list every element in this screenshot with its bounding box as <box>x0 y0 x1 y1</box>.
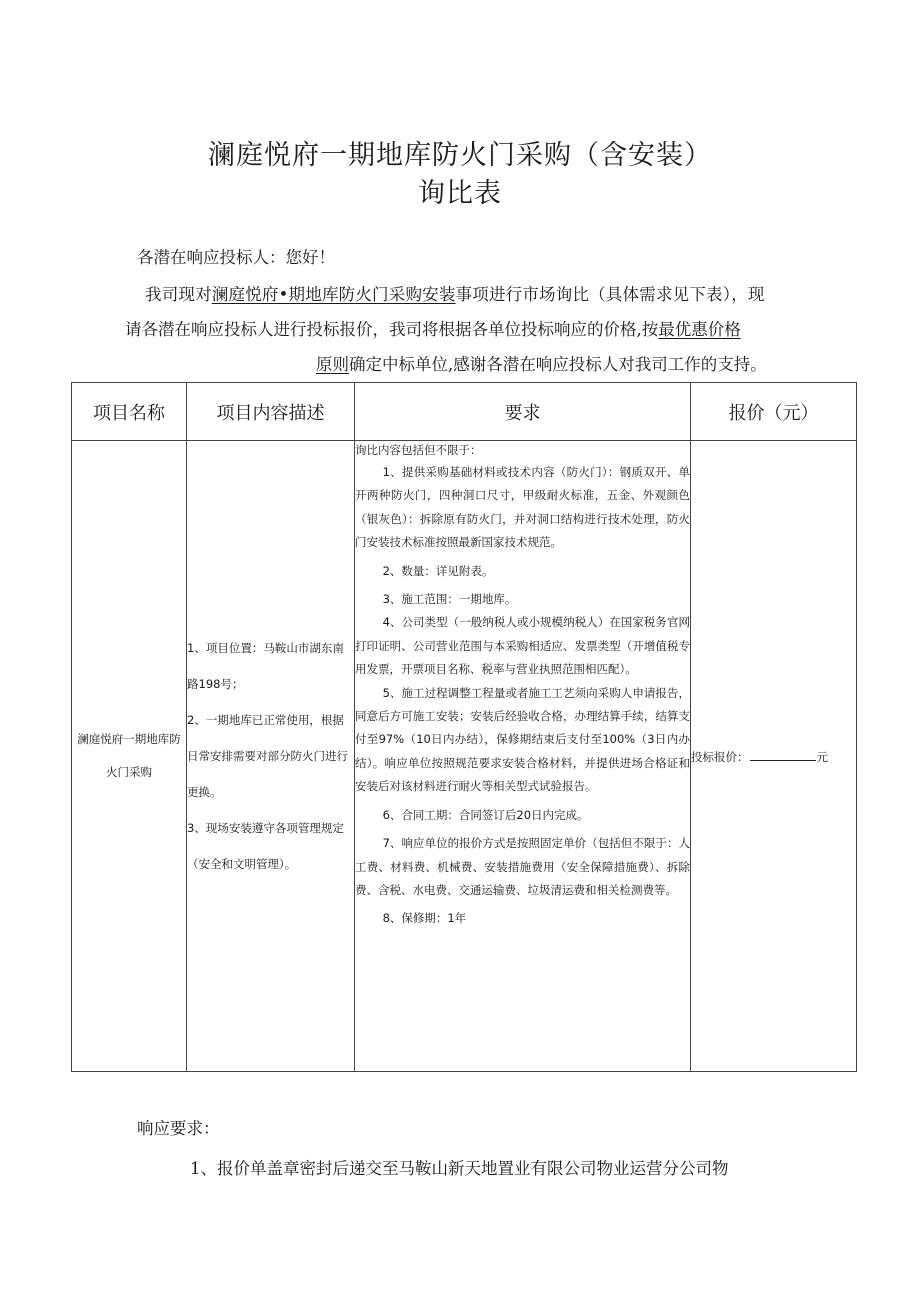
requirement-item: 5、施工过程调整工程量或者施工工艺须向采购人申请报告，同意后方可施工安装；安装后经验收合格，办理结算手续，结算支付至97%（10日内办结），保修期结束后支付至100%（3日内办结）。响应单位按照规范要求安装合格材料，并提供进场合格证和安装后对该材料进行耐火等相关型式试验报告。 <box>355 685 690 794</box>
response-heading: 响应要求： <box>137 1119 220 1138</box>
bid-label: 投标报价： <box>691 749 749 764</box>
requirement-item: 4、公司类型（一般纳税人或小规模纳税人）在国家税务官网打印证明、公司营业范围与本采购相适应、发票类型（开增值税专用发票，开票项目名称、税率与营业执照范围相匹配）。 <box>355 615 690 677</box>
header-project-description: 项目内容描述 <box>187 383 355 441</box>
header-project-name: 项目名称 <box>72 383 187 441</box>
bid-unit: 元 <box>816 749 828 764</box>
requirement-item: 6、合同工期：合同签订后20日内完成。 <box>382 807 589 822</box>
table-header-row <box>72 383 857 441</box>
intro-paragraph-line1 <box>145 281 765 305</box>
document-title: 澜庭悦府一期地库防火门采购（含安装） <box>208 140 712 171</box>
requirement-item: 7、响应单位的报价方式是按照固定单价（包括但不限于：人工费、材料费、机械费、安装措施费用（安全保障措施费）、拆除费、含税、水电费、交通运输费、垃圾清运费和相关检测费等。 <box>355 836 690 897</box>
intro-paragraph-line2 <box>125 316 741 340</box>
description-item: 1、项目位置：马鞍山市湖东南路198号； <box>187 641 344 691</box>
cell-project-name: 澜庭悦府一期地库防火门采购 <box>72 441 187 1072</box>
description-item: 2、一期地库已正常使用，根据日常安排需要对部分防火门进行更换。 <box>187 713 348 799</box>
project-name-underlined: 澜庭悦府•期地库防火门采购安装 <box>211 285 456 304</box>
requirement-item: 3、施工范围：一期地库。 <box>382 592 517 607</box>
requirements-intro: 询比内容包括但不限于： <box>355 443 482 457</box>
intro-paragraph-line3 <box>316 351 767 375</box>
intro-line2-text: 请各潜在响应投标人进行投标报价，我司将根据各单位投标响应的价格,按 <box>125 320 659 339</box>
best-price-underlined: 最优惠价格 <box>658 320 741 339</box>
intro-prefix: 我司现对 <box>145 285 212 304</box>
intro-line3-text: 确定中标单位,感谢各潜在响应投标人对我司工作的支持。 <box>349 355 767 374</box>
principle-underlined: 原则 <box>316 355 349 374</box>
requirement-item: 1、提供采购基础材料或技术内容（防火门）：钢质双开、单开两种防火门，四种洞口尺寸，甲级耐火标准，五金、外观颜色（银灰色）：拆除原有防火门，并对洞口结构进行技术处理，防火门安装技术标准按照最新国家技术规范。 <box>355 465 690 550</box>
greeting: 各潜在响应投标人：您好！ <box>137 248 335 267</box>
document-subtitle: 询比表 <box>418 178 502 209</box>
cell-quote <box>691 441 857 1072</box>
table-row <box>72 441 857 1072</box>
requirement-item: 2、数量：详见附表。 <box>382 563 494 578</box>
requirement-item: 8、保修期：1年 <box>382 911 467 926</box>
cell-description <box>187 441 355 1072</box>
cell-requirements <box>355 441 691 1072</box>
header-quote: 报价（元） <box>691 383 857 441</box>
inquiry-table <box>71 382 857 1072</box>
header-requirements: 要求 <box>355 383 691 441</box>
intro-suffix: 事项进行市场询比（具体需求见下表），现 <box>455 285 765 304</box>
bid-amount-blank <box>750 748 816 761</box>
description-item: 3、现场安装遵守各项管理规定（安全和文明管理）。 <box>187 821 344 871</box>
response-item-1: 1、报价单盖章密封后递交至马鞍山新天地置业有限公司物业运营分公司物 <box>190 1159 729 1178</box>
